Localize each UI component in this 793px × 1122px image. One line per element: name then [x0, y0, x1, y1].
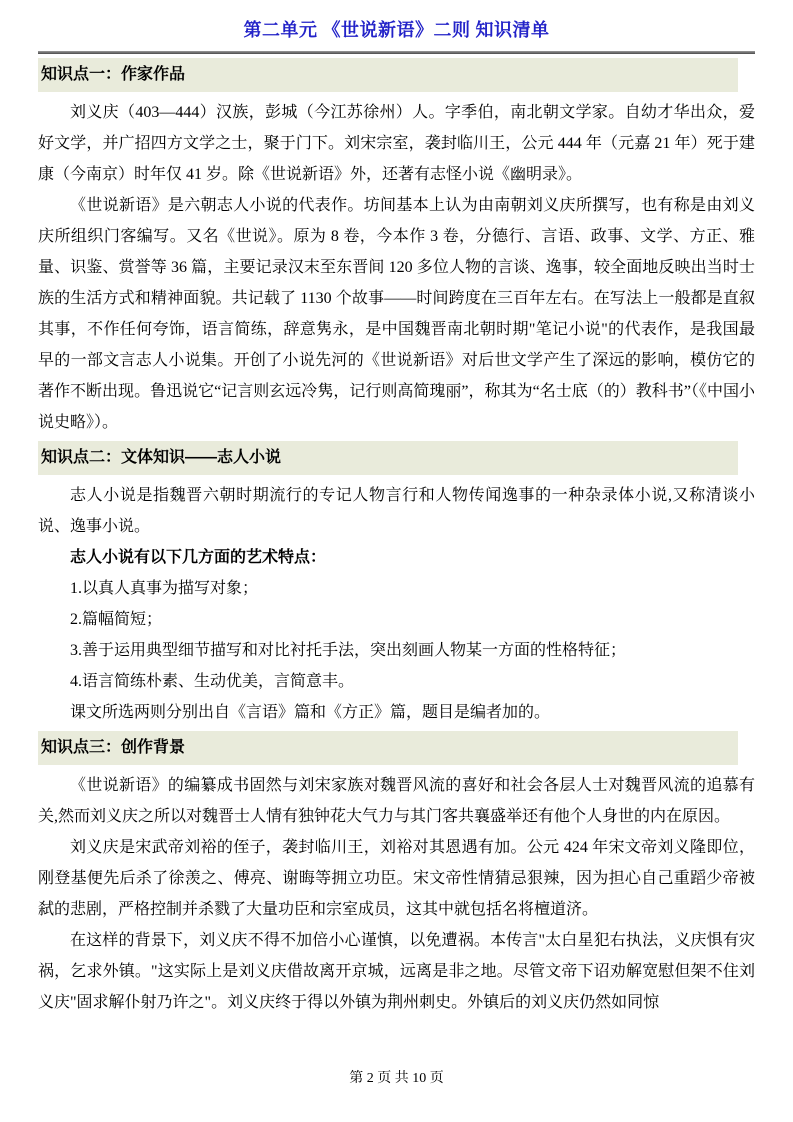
section-heading-creation-background: 知识点三：创作背景 — [38, 731, 738, 765]
paragraph-zhiren-definition: 志人小说是指魏晋六朝时期流行的专记人物言行和人物传闻逸事的一种杂录体小说,又称清谈小说、逸事小说。 — [38, 487, 755, 535]
paragraph-background-1: 《世说新语》的编纂成书固然与刘宋家族对魏晋风流的喜好和社会各层人士对魏晋风流的追慕有关,然而刘义庆之所以对魏晋士人情有独钟花大气力与其门客共襄盛举还有他个人身世的内在原因。 — [38, 777, 755, 825]
document-title: 第二单元 《世说新语》二则 知识清单 — [243, 20, 550, 40]
list-item-feature-2: 2.篇幅简短； — [70, 611, 163, 628]
page-number-footer: 第 2 页 共 10 页 — [349, 1071, 444, 1086]
list-item-feature-3: 3.善于运用典型细节描写和对比衬托手法，突出刻画人物某一方面的性格特征； — [70, 642, 627, 659]
paragraph-background-2: 刘义庆是宋武帝刘裕的侄子，袭封临川王，刘裕对其恩遇有加。公元 424 年宋文帝刘义隆即位，刚登基便先后杀了徐羡之、傅亮、谢晦等拥立功臣。宋文帝性情猜忌狠辣，因为担心自己重蹈少帝被弑的悲剧，严格控制并杀戮了大量功臣和宗室成员，这其中就包括名将檀道济。 — [38, 839, 755, 918]
section-heading-genre-knowledge: 知识点二：文体知识——志人小说 — [38, 441, 738, 475]
paragraph-source-note: 课文所选两则分别出自《言语》篇和《方正》篇，题目是编者加的。 — [70, 704, 551, 721]
list-item-feature-1: 1.以真人真事为描写对象； — [70, 580, 259, 597]
paragraph-author-bio: 刘义庆（403—444）汉族，彭城（今江苏徐州）人。字季伯，南北朝文学家。自幼才华出众，爱好文学，并广招四方文学之士，聚于门下。刘宋宗室，袭封临川王，公元 444 年（元嘉 21 年）死于建康（今南京）时年仅 41 岁。除《世说新语》外，还著有志怪小说《幽明录》。 — [38, 104, 755, 183]
list-item-feature-4: 4.语言简练朴素、生动优美，言简意丰。 — [70, 673, 355, 690]
section-heading-author-works: 知识点一：作家作品 — [38, 58, 738, 92]
paragraph-book-overview: 《世说新语》是六朝志人小说的代表作。坊间基本上认为由南朝刘义庆所撰写，也有称是由刘义庆所组织门客编写。又名《世说》。原为 8 卷，今本作 3 卷，分德行、言语、政事、文学、方正、雅量、识鉴、赏誉等 36 篇，主要记录汉末至东晋间 120 多位人物的言谈、逸事，较全面地反映出当时士族的生活方式和精神面貌。共记载了 1130 个故事——时间跨度在三百年左右。在写法上一般都是直叙其事，不作任何夸饰，语言简练，辞意隽永，是中国魏晋南北朝时期"笔记小说"的代表作，是我国最早的一部文言志人小说集。开创了小说先河的《世说新语》对后世文学产生了深远的影响，模仿它的著作不断出现。鲁迅说它“记言则玄远冷隽，记行则高简瑰丽”，称其为“名士底（的）教科书”（《中国小说史略》）。 — [38, 197, 755, 431]
title-divider — [38, 51, 755, 54]
paragraph-background-3: 在这样的背景下，刘义庆不得不加倍小心谨慎，以免遭祸。本传言"太白星犯右执法，义庆惧有灾祸，乞求外镇。"这实际上是刘义庆借故离开京城，远离是非之地。尽管文帝下诏劝解宽慰但架不住刘义庆"固求解仆射乃许之"。刘义庆终于得以外镇为荆州刺史。外镇后的刘义庆仍然如同惊 — [38, 932, 755, 1011]
paragraph-features-title: 志人小说有以下几方面的艺术特点： — [70, 549, 327, 566]
